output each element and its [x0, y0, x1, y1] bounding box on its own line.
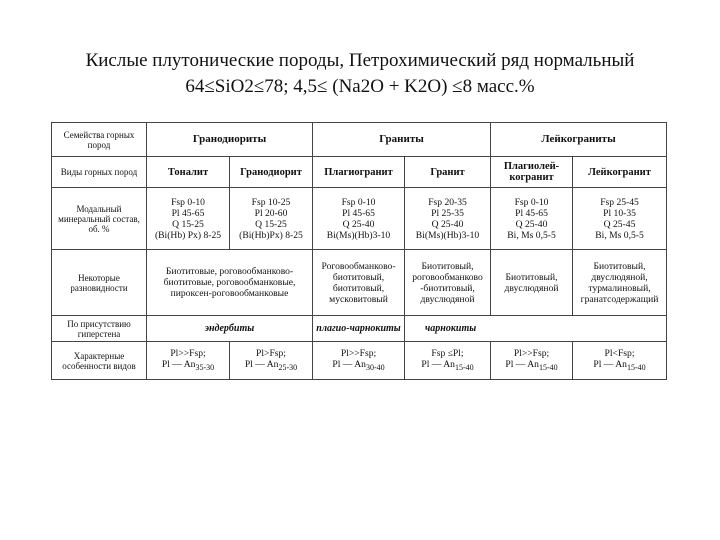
row-header-family: Семейства горных пород — [52, 123, 147, 157]
title-line-2: 64≤SiO2≤78; 4,5≤ (Na2O + K2O) ≤8 масс.% — [185, 76, 535, 97]
row-header-species: Виды горных пород — [52, 157, 147, 188]
modal-line: Q 25-40 — [431, 218, 464, 230]
feature-an-range: 15-40 — [538, 362, 558, 372]
varieties-row — [52, 250, 667, 316]
variety-line: Роговообманково- — [321, 260, 396, 272]
variety-line: Биотитовый, — [505, 271, 558, 283]
hypersthene-enderbites: эндербиты — [147, 316, 313, 342]
modal-line: Pl 10-35 — [603, 207, 636, 219]
variety-line: двуслюдяной — [504, 282, 559, 294]
feature-an-range: 35-30 — [195, 362, 215, 372]
species-granodiorite: Гранодиорит — [230, 157, 313, 188]
modal-line: Q 25-40 — [342, 218, 375, 230]
modal-line: Fsp 0-10 — [514, 196, 549, 208]
modal-granodiorite — [230, 188, 313, 250]
modal-line: Bi(Ms)(Hb)3-10 — [326, 229, 391, 241]
feature-ratio: Fsp ≤Pl; — [431, 348, 464, 360]
modal-line: Bi, Ms 0,5-5 — [595, 229, 644, 241]
feature-an-label: Pl — An — [505, 359, 539, 371]
variety-line: биотитовый, — [332, 282, 385, 294]
modal-line: Fsp 25-45 — [600, 196, 639, 208]
variety-line: Биотитовый, — [421, 260, 474, 272]
variety-line: Биотитовый, — [593, 260, 646, 272]
varieties-plagiogranite — [313, 250, 405, 316]
modal-granite — [405, 188, 491, 250]
features-row — [52, 342, 667, 380]
varieties-plagioleucogranite — [491, 250, 573, 316]
feature-an-label: Pl — An — [244, 359, 279, 371]
variety-line: биотитовые, роговообманковые, — [163, 277, 296, 288]
row-header-hypersthene: По присутствию гиперстена — [52, 316, 147, 342]
feature-an — [232, 359, 310, 373]
feature-an-label: Pl — An — [421, 359, 455, 371]
feature-ratio: Pl>Fsp; — [256, 348, 286, 360]
species-tonalite: Тоналит — [147, 157, 230, 188]
hypersthene-row — [52, 316, 667, 342]
features-tonalite — [147, 342, 230, 380]
variety-line: Биотитовые, роговообманково- — [165, 266, 294, 277]
modal-leucogranite — [573, 188, 667, 250]
modal-line: Fsp 20-35 — [428, 196, 467, 208]
modal-line: Q 25-40 — [515, 218, 548, 230]
variety-line: мусковитовый — [329, 293, 388, 305]
feature-ratio: Pl>>Fsp; — [170, 348, 206, 360]
modal-line: Q 15-25 — [172, 218, 204, 230]
row-header-varieties: Некоторые разновидности — [52, 250, 147, 316]
modal-tonalite — [147, 188, 230, 250]
feature-an-range: 30-40 — [365, 362, 385, 372]
variety-line: двуслюдяной, — [591, 271, 648, 283]
hypersthene-charnockites: чарнокиты — [405, 316, 667, 342]
modal-line: Bi, Ms 0,5-5 — [507, 229, 556, 241]
species-granite: Гранит — [405, 157, 491, 188]
species-plagioleucogranite: Плагиолей-когранит — [491, 157, 573, 188]
classification-table — [51, 122, 667, 380]
modal-line: Fsp 10-25 — [251, 196, 291, 208]
modal-row — [52, 188, 667, 250]
feature-an-label: Pl — An — [332, 359, 366, 371]
modal-line: (Bi(Hb)Px) 8-25 — [239, 229, 303, 241]
variety-line: -биотитовый, — [420, 282, 475, 294]
varieties-leucogranite — [573, 250, 667, 316]
feature-an — [575, 359, 664, 373]
varieties-granodiorite-family — [147, 250, 313, 316]
variety-line: биотитовый, — [332, 271, 385, 283]
variety-line: гранатсодержащий — [580, 293, 659, 305]
modal-line: Q 15-25 — [255, 218, 287, 230]
feature-ratio: Pl>>Fsp; — [513, 348, 550, 360]
features-plagiogranite — [313, 342, 405, 380]
row-header-features: Характерные особенности видов — [52, 342, 147, 380]
family-row — [52, 123, 667, 157]
variety-line: турмалиновый, — [588, 282, 651, 294]
title-line-1: Кислые плутонические породы, Петрохимический ряд нормальный — [85, 50, 635, 71]
modal-plagiogranite — [313, 188, 405, 250]
varieties-granite — [405, 250, 491, 316]
features-granite — [405, 342, 491, 380]
family-leucogranites: Лейкограниты — [491, 123, 667, 157]
family-granodiorites: Гранодиориты — [147, 123, 313, 157]
modal-line: Fsp 0-10 — [171, 196, 205, 208]
features-plagioleucogranite — [491, 342, 573, 380]
variety-line: пироксен-роговообманковые — [170, 288, 289, 299]
feature-an — [315, 359, 402, 373]
feature-ratio: Pl<Fsp; — [604, 348, 635, 360]
modal-plagioleucogranite — [491, 188, 573, 250]
features-leucogranite — [573, 342, 667, 380]
family-granites: Граниты — [313, 123, 491, 157]
modal-line: Bi(Ms)(Hb)3-10 — [415, 229, 480, 241]
feature-an — [493, 359, 570, 373]
feature-an-range: 25-30 — [278, 362, 298, 372]
species-plagiogranite: Плагиогранит — [313, 157, 405, 188]
feature-an — [149, 359, 227, 373]
modal-line: Pl 20-60 — [254, 207, 288, 219]
modal-line: Fsp 0-10 — [341, 196, 376, 208]
row-header-modal: Модальный минеральный состав, об. % — [52, 188, 147, 250]
feature-an-label: Pl — An — [593, 359, 627, 371]
feature-an-range: 15-40 — [626, 362, 646, 372]
modal-line: Q 25-45 — [603, 218, 636, 230]
feature-an-label: Pl — An — [161, 359, 196, 371]
modal-line: Pl 45-65 — [171, 207, 205, 219]
slide-title — [0, 48, 720, 100]
species-leucogranite: Лейкогранит — [573, 157, 667, 188]
features-granodiorite — [230, 342, 313, 380]
modal-line: (Bi(Hb) Px) 8-25 — [154, 229, 222, 241]
modal-line: Pl 25-35 — [431, 207, 464, 219]
hypersthene-plagiocharnockites: плагио-чарнокиты — [313, 316, 405, 342]
variety-line: двуслюдяной — [420, 293, 475, 305]
feature-an — [407, 359, 488, 373]
modal-line: Pl 45-65 — [342, 207, 375, 219]
variety-line: роговообманково — [412, 271, 483, 283]
feature-an-range: 15-40 — [454, 362, 474, 372]
species-row — [52, 157, 667, 188]
modal-line: Pl 45-65 — [515, 207, 548, 219]
feature-ratio: Pl>>Fsp; — [340, 348, 377, 360]
